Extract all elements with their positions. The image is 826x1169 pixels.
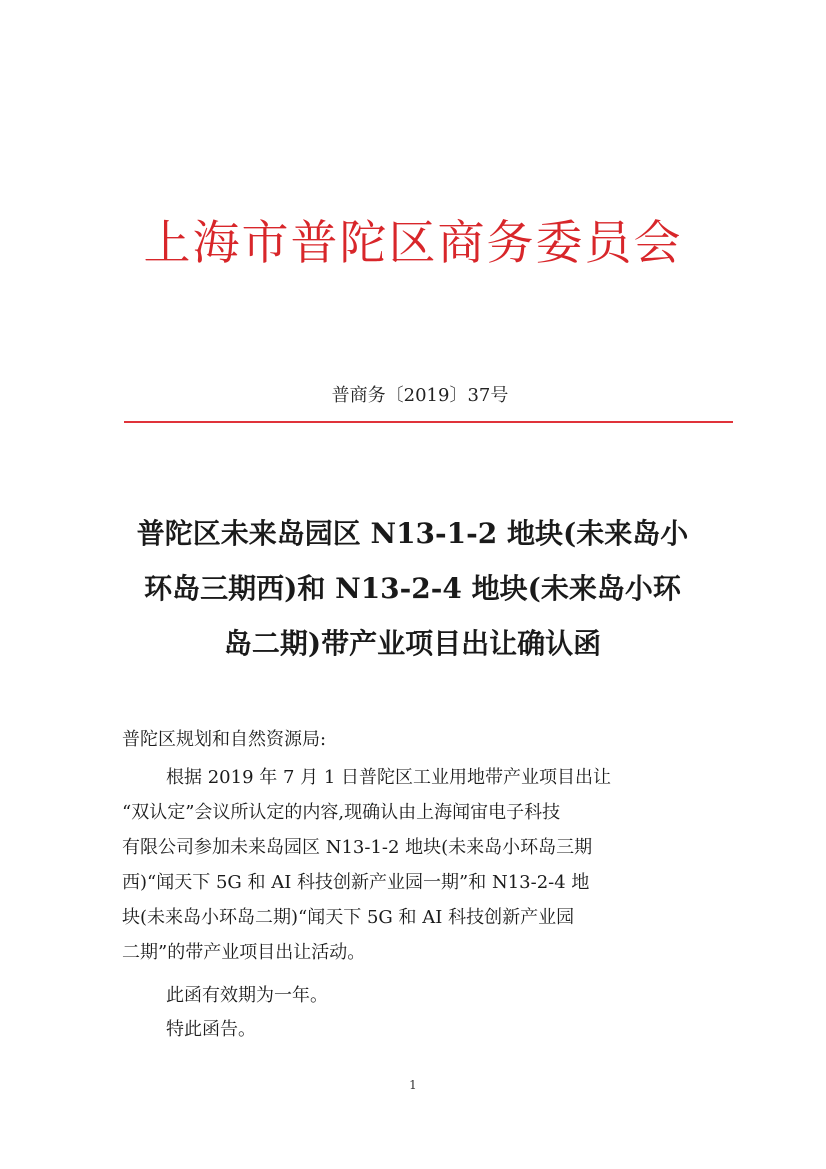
body-line: 二期”的带产业项目出让活动。 [122,942,366,963]
body-line: 块(未来岛小环岛二期)“闻天下 5G 和 AI 科技创新产业园 [122,907,575,928]
body-line: 有限公司参加未来岛园区 N13-1-2 地块(未来岛小环岛三期 [122,837,593,858]
recipient-line: 普陀区规划和自然资源局: [122,729,327,750]
title-line: 环岛三期西)和 N13-2-4 地块(未来岛小环 [144,572,681,605]
title-line: 岛二期)带产业项目出让确认函 [223,627,602,660]
validity-statement: 此函有效期为一年。 [166,985,328,1006]
title-line: 普陀区未来岛园区 N13-1-2 地块(未来岛小 [136,517,689,550]
body-line: 西)“闻天下 5G 和 AI 科技创新产业园一期”和 N13-2-4 地 [122,872,590,893]
letterhead-org-name: 上海市普陀区商务委员会 [143,216,683,271]
body-line: “双认定”会议所认定的内容,现确认由上海闻宙电子科技 [122,802,561,823]
red-divider-line [124,421,733,423]
document-number: 普商务〔2019〕37号 [331,385,509,406]
closing-statement: 特此函告。 [166,1019,256,1040]
page-number: 1 [409,1078,417,1092]
document-title [110,506,715,671]
body-line: 根据 2019 年 7 月 1 日普陀区工业用地带产业项目出让 [166,767,612,788]
body-paragraph [122,760,717,970]
